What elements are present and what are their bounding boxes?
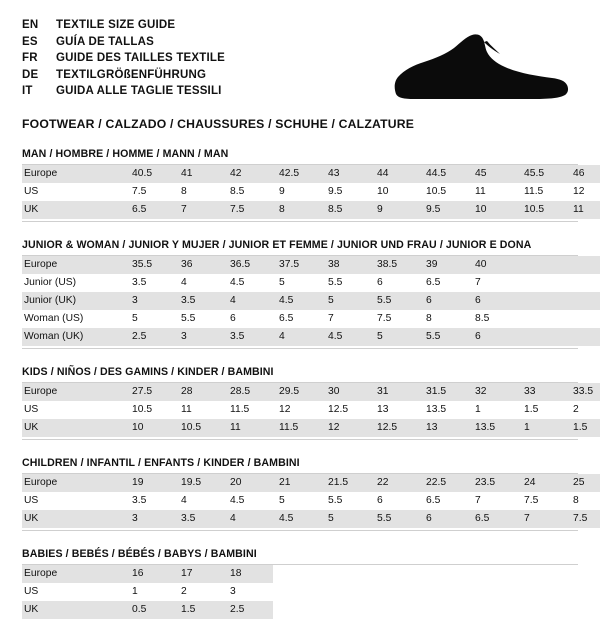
cell bbox=[567, 328, 600, 346]
cell bbox=[518, 274, 567, 292]
cell: 4 bbox=[181, 495, 187, 507]
cell: 3.5 bbox=[175, 510, 224, 528]
cell: 28 bbox=[175, 383, 224, 401]
cell: 38 bbox=[322, 256, 371, 274]
cell: 8 bbox=[273, 201, 322, 219]
cell: 45 bbox=[469, 165, 518, 183]
cell: 6 bbox=[420, 292, 469, 310]
row-label: UK bbox=[22, 201, 126, 219]
cell: 6.5 bbox=[426, 277, 441, 289]
cell: 31.5 bbox=[420, 383, 469, 401]
cell bbox=[273, 583, 322, 601]
cell: 33 bbox=[518, 383, 567, 401]
row-label: Europe bbox=[22, 565, 126, 583]
language-title-it: GUIDA ALLE TAGLIE TESSILI bbox=[56, 85, 222, 98]
cell: 20 bbox=[224, 474, 273, 492]
cell bbox=[567, 565, 600, 583]
cell: 11.5 bbox=[524, 186, 544, 198]
cell: 32 bbox=[469, 383, 518, 401]
cell: 5 bbox=[322, 510, 371, 528]
cell bbox=[420, 583, 469, 601]
cell bbox=[518, 583, 567, 601]
cell: 7.5 bbox=[132, 186, 147, 198]
table-row bbox=[22, 601, 600, 619]
cell: 12.5 bbox=[371, 419, 420, 437]
cell: 8 bbox=[573, 495, 579, 507]
cell: 1 bbox=[518, 419, 567, 437]
cell bbox=[273, 565, 322, 583]
language-title-de: TEXTILGRÖßENFÜHRUNG bbox=[56, 68, 207, 81]
cell: 11 bbox=[181, 404, 192, 416]
cell: 16 bbox=[126, 565, 175, 583]
cell: 12 bbox=[279, 404, 291, 416]
cell: 13.5 bbox=[426, 404, 447, 416]
table-row bbox=[22, 565, 600, 583]
cell bbox=[518, 292, 567, 310]
cell bbox=[371, 601, 420, 619]
cell: 11.5 bbox=[230, 404, 250, 416]
cell: 6 bbox=[377, 277, 383, 289]
row-label: Europe bbox=[22, 165, 126, 183]
table-row bbox=[22, 183, 600, 201]
cell: 3 bbox=[126, 510, 175, 528]
cell: 39 bbox=[420, 256, 469, 274]
table-row bbox=[22, 310, 600, 328]
cell: 5.5 bbox=[328, 495, 343, 507]
cell bbox=[567, 583, 600, 601]
cell: 5 bbox=[132, 313, 138, 325]
cell: 10 bbox=[126, 419, 175, 437]
row-label: Europe bbox=[22, 474, 126, 492]
language-row-de bbox=[22, 68, 225, 84]
cell: 3.5 bbox=[224, 328, 273, 346]
cell: 7 bbox=[328, 313, 334, 325]
cell: 36 bbox=[175, 256, 224, 274]
section-title-junior-woman: JUNIOR & WOMAN / JUNIOR Y MUJER / JUNIOR ET FEMME / JUNIOR UND FRAU / JUNIOR E DONA bbox=[22, 239, 578, 256]
row-label: Junior (US) bbox=[24, 277, 77, 289]
table-row bbox=[22, 328, 600, 346]
language-code-en: EN bbox=[22, 19, 39, 31]
cell: 1.5 bbox=[524, 404, 539, 416]
cell: 9 bbox=[279, 186, 285, 198]
cell: 6 bbox=[420, 510, 469, 528]
cell bbox=[518, 256, 567, 274]
cell bbox=[567, 274, 600, 292]
table-row bbox=[22, 510, 600, 528]
table-row bbox=[22, 165, 600, 183]
cell: 3.5 bbox=[132, 495, 147, 507]
language-row-en bbox=[22, 18, 225, 34]
cell: 5.5 bbox=[328, 277, 343, 289]
cell bbox=[567, 310, 600, 328]
cell bbox=[469, 583, 518, 601]
cell: 7 bbox=[518, 510, 567, 528]
row-label: Woman (US) bbox=[24, 313, 84, 325]
cell: 3 bbox=[126, 292, 175, 310]
section-divider bbox=[22, 221, 578, 222]
row-label: UK bbox=[22, 419, 126, 437]
language-row-fr bbox=[22, 51, 225, 67]
table-row bbox=[22, 274, 600, 292]
cell: 7.5 bbox=[524, 495, 539, 507]
cell bbox=[518, 565, 567, 583]
cell: 13.5 bbox=[469, 419, 518, 437]
section-divider bbox=[22, 530, 578, 531]
cell: 25 bbox=[567, 474, 600, 492]
cell: 6 bbox=[230, 313, 236, 325]
cell bbox=[518, 310, 567, 328]
table-row bbox=[22, 583, 600, 601]
cell: 46 bbox=[567, 165, 600, 183]
cell: 44 bbox=[371, 165, 420, 183]
section-title-kids: KIDS / NIÑOS / DES GAMINS / KINDER / BAMBINI bbox=[22, 366, 578, 383]
cell: 4 bbox=[181, 277, 187, 289]
cell: 7.5 bbox=[224, 201, 273, 219]
cell bbox=[322, 583, 371, 601]
size-table-man bbox=[22, 165, 600, 219]
cell: 37.5 bbox=[273, 256, 322, 274]
cell: 7 bbox=[475, 277, 481, 289]
row-label: Europe bbox=[22, 383, 126, 401]
cell: 4.5 bbox=[322, 328, 371, 346]
table-row bbox=[22, 256, 600, 274]
cell: 44.5 bbox=[420, 165, 469, 183]
language-title-es: GUÍA DE TALLAS bbox=[56, 35, 154, 48]
cell: 18 bbox=[224, 565, 273, 583]
cell bbox=[567, 292, 600, 310]
cell: 13 bbox=[377, 404, 389, 416]
table-row bbox=[22, 492, 600, 510]
cell: 6.5 bbox=[126, 201, 175, 219]
cell: 28.5 bbox=[224, 383, 273, 401]
cell: 1.5 bbox=[567, 419, 600, 437]
language-code-it: IT bbox=[22, 85, 33, 98]
cell: 41 bbox=[175, 165, 224, 183]
section-kids bbox=[22, 365, 594, 440]
cell: 3.5 bbox=[132, 277, 147, 289]
language-row-es bbox=[22, 35, 225, 51]
cell: 5.5 bbox=[371, 292, 420, 310]
cell: 10.5 bbox=[426, 186, 447, 198]
cell bbox=[469, 601, 518, 619]
section-man bbox=[22, 147, 585, 222]
cell: 29.5 bbox=[273, 383, 322, 401]
cell bbox=[420, 601, 469, 619]
cell bbox=[371, 583, 420, 601]
cell: 4.5 bbox=[273, 510, 322, 528]
section-divider bbox=[22, 348, 578, 349]
table-row bbox=[22, 292, 600, 310]
size-table-babies bbox=[22, 565, 600, 619]
language-row-it bbox=[22, 84, 225, 100]
cell: 4.5 bbox=[230, 277, 245, 289]
cell: 27.5 bbox=[126, 383, 175, 401]
size-table-kids bbox=[22, 383, 600, 437]
cell: 7.5 bbox=[377, 313, 392, 325]
cell: 10.5 bbox=[132, 404, 153, 416]
cell: 43 bbox=[322, 165, 371, 183]
cell: 31 bbox=[371, 383, 420, 401]
language-title-fr: GUIDE DES TAILLES TEXTILE bbox=[56, 52, 225, 65]
header bbox=[22, 18, 578, 100]
row-label: US bbox=[24, 404, 39, 416]
cell: 30 bbox=[322, 383, 371, 401]
cell: 6 bbox=[469, 292, 518, 310]
cell bbox=[322, 601, 371, 619]
cell: 33.5 bbox=[567, 383, 600, 401]
cell: 13 bbox=[420, 419, 469, 437]
cell: 6.5 bbox=[469, 510, 518, 528]
cell: 8 bbox=[181, 186, 187, 198]
cell: 5 bbox=[371, 328, 420, 346]
row-label: Europe bbox=[22, 256, 126, 274]
cell: 5.5 bbox=[181, 313, 196, 325]
row-label: US bbox=[24, 586, 39, 598]
cell: 22.5 bbox=[420, 474, 469, 492]
cell bbox=[371, 565, 420, 583]
table-row bbox=[22, 383, 600, 401]
footwear-heading: FOOTWEAR / CALZADO / CHAUSSURES / SCHUHE / CALZATURE bbox=[22, 116, 415, 131]
cell: 6 bbox=[469, 328, 518, 346]
cell: 10 bbox=[469, 201, 518, 219]
cell: 4.5 bbox=[273, 292, 322, 310]
cell: 12 bbox=[322, 419, 371, 437]
cell: 1 bbox=[132, 586, 138, 598]
row-label: UK bbox=[22, 510, 126, 528]
section-divider bbox=[22, 439, 578, 440]
cell: 12.5 bbox=[328, 404, 349, 416]
language-code-fr: FR bbox=[22, 52, 38, 65]
row-label: Junior (UK) bbox=[22, 292, 126, 310]
cell: 42.5 bbox=[273, 165, 322, 183]
cell: 8.5 bbox=[475, 313, 490, 325]
cell bbox=[273, 601, 322, 619]
section-title-babies: BABIES / BEBÉS / BÉBÉS / BABYS / BAMBINI bbox=[22, 548, 578, 565]
section-title-man: MAN / HOMBRE / HOMME / MANN / MAN bbox=[22, 148, 578, 165]
cell: 2 bbox=[573, 404, 579, 416]
cell: 11 bbox=[475, 186, 486, 198]
cell: 23.5 bbox=[469, 474, 518, 492]
cell: 6.5 bbox=[426, 495, 441, 507]
cell: 6.5 bbox=[279, 313, 294, 325]
cell: 10.5 bbox=[175, 419, 224, 437]
cell: 21.5 bbox=[322, 474, 371, 492]
table-row bbox=[22, 201, 600, 219]
cell: 9.5 bbox=[420, 201, 469, 219]
cell: 8.5 bbox=[322, 201, 371, 219]
cell: 10 bbox=[377, 186, 389, 198]
cell: 19 bbox=[126, 474, 175, 492]
cell: 40.5 bbox=[126, 165, 175, 183]
cell: 38.5 bbox=[371, 256, 420, 274]
cell: 2 bbox=[181, 586, 187, 598]
cell: 8 bbox=[426, 313, 432, 325]
cell: 4 bbox=[224, 510, 273, 528]
cell: 12 bbox=[573, 186, 585, 198]
cell: 7 bbox=[175, 201, 224, 219]
size-table-junior-woman bbox=[22, 256, 600, 346]
cell: 7.5 bbox=[567, 510, 600, 528]
cell: 45.5 bbox=[518, 165, 567, 183]
cell: 35.5 bbox=[126, 256, 175, 274]
cell bbox=[469, 565, 518, 583]
cell: 0.5 bbox=[126, 601, 175, 619]
cell: 24 bbox=[518, 474, 567, 492]
cell: 17 bbox=[175, 565, 224, 583]
cell: 3 bbox=[230, 586, 236, 598]
cell: 21 bbox=[273, 474, 322, 492]
cell: 1 bbox=[475, 404, 481, 416]
row-label: US bbox=[24, 495, 39, 507]
cell bbox=[322, 565, 371, 583]
cell: 2.5 bbox=[224, 601, 273, 619]
cell: 3 bbox=[175, 328, 224, 346]
cell bbox=[518, 328, 567, 346]
cell: 9.5 bbox=[328, 186, 343, 198]
cell: 5 bbox=[279, 495, 285, 507]
cell: 7 bbox=[475, 495, 481, 507]
dress-shoe-icon bbox=[384, 32, 570, 104]
section-junior-woman bbox=[22, 239, 578, 349]
cell: 4 bbox=[273, 328, 322, 346]
table-row bbox=[22, 474, 600, 492]
cell: 1.5 bbox=[175, 601, 224, 619]
section-babies bbox=[22, 548, 578, 619]
cell: 11.5 bbox=[273, 419, 322, 437]
row-label: US bbox=[24, 186, 39, 198]
cell: 5.5 bbox=[371, 510, 420, 528]
cell: 3.5 bbox=[175, 292, 224, 310]
table-row bbox=[22, 419, 600, 437]
section-title-children: CHILDREN / INFANTIL / ENFANTS / KINDER / BAMBINI bbox=[22, 457, 578, 474]
cell: 40 bbox=[469, 256, 518, 274]
cell bbox=[518, 601, 567, 619]
cell: 2.5 bbox=[126, 328, 175, 346]
cell: 8.5 bbox=[230, 186, 245, 198]
cell bbox=[567, 256, 600, 274]
cell: 10.5 bbox=[518, 201, 567, 219]
section-children bbox=[22, 456, 588, 531]
cell: 4.5 bbox=[230, 495, 245, 507]
cell: 4 bbox=[224, 292, 273, 310]
row-label: Woman (UK) bbox=[22, 328, 126, 346]
language-title-en: TEXTILE SIZE GUIDE bbox=[56, 19, 176, 31]
row-label: UK bbox=[22, 601, 126, 619]
cell bbox=[420, 565, 469, 583]
cell: 22 bbox=[371, 474, 420, 492]
cell: 19.5 bbox=[175, 474, 224, 492]
cell bbox=[567, 601, 600, 619]
cell: 9 bbox=[371, 201, 420, 219]
cell: 5 bbox=[322, 292, 371, 310]
table-row bbox=[22, 401, 600, 419]
cell: 6 bbox=[377, 495, 383, 507]
cell: 11 bbox=[224, 419, 273, 437]
cell: 11 bbox=[567, 201, 600, 219]
language-code-es: ES bbox=[22, 35, 38, 48]
cell: 36.5 bbox=[224, 256, 273, 274]
cell: 5 bbox=[279, 277, 285, 289]
cell: 42 bbox=[224, 165, 273, 183]
cell: 5.5 bbox=[420, 328, 469, 346]
size-table-children bbox=[22, 474, 600, 528]
language-code-de: DE bbox=[22, 68, 39, 81]
language-title-list bbox=[22, 18, 225, 100]
